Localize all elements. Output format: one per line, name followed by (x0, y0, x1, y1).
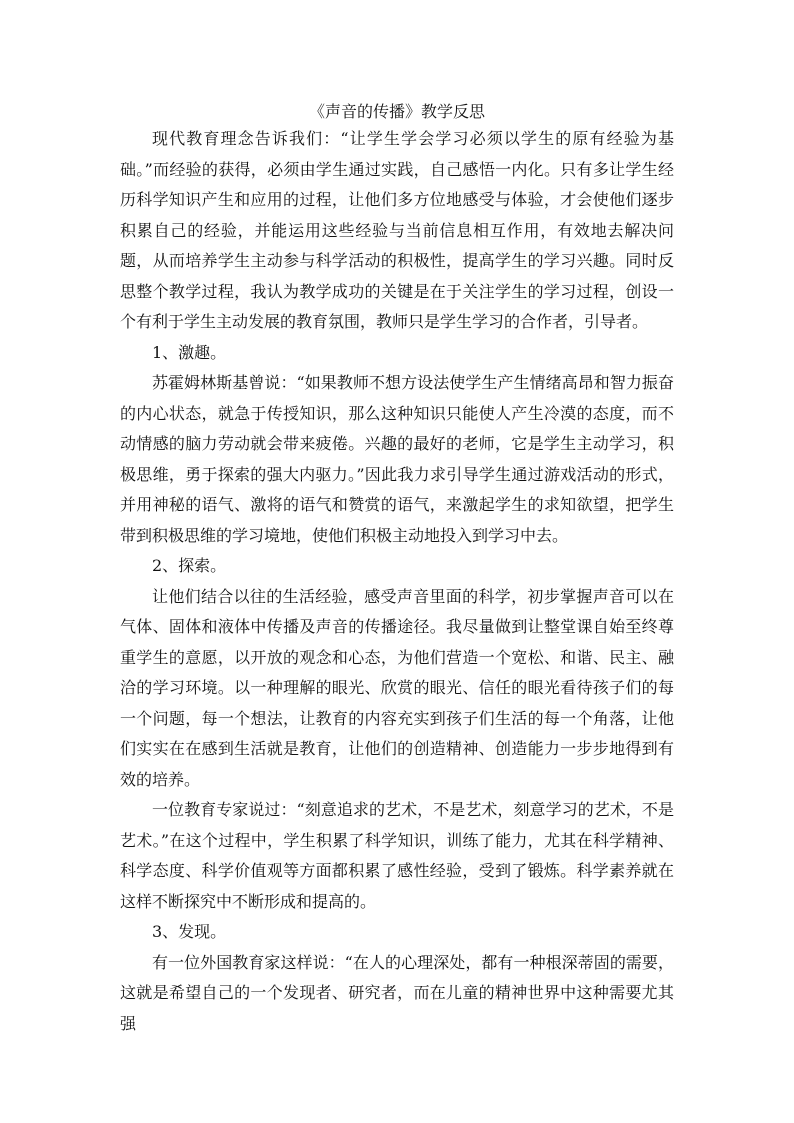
paragraph-section-1: 苏霍姆林斯基曾说：“如果教师不想方设法使学生产生情绪高昂和智力振奋的内心状态，就急于传授知识，那么这种知识只能使人产生冷漠的态度，而不动情感的脑力劳动就会带来疲倦。兴趣的最好的老师，它是学生主动学习，积极思维，勇于探索的强大内驱力。”因此我力求引导学生通过游戏活动的形式，并用神秘的语气、激将的语气和赞赏的语气，来激起学生的求知欲望，把学生带到积极思维的学习境地，使他们积极主动地投入到学习中去。 (120, 373, 674, 545)
section-heading-1: 1、激趣。 (152, 342, 227, 362)
paragraph-intro: 现代教育理念告诉我们：“让学生学会学习必须以学生的原有经验为基础。”而经验的获得，必须由学生通过实践，自己感悟一内化。只有多让学生经历科学知识产生和应用的过程，让他们多方位地感受与体验，才会使他们逐步积累自己的经验，并能运用这些经验与当前信息相互作用，有效地去解决问题，从而培养学生主动参与科学活动的积极性，提高学生的学习兴趣。同时反思整个教学过程，我认为教学成功的关键是在于关注学生的学习过程，创设一个有利于学生主动发展的教育氛围，教师只是学生学习的合作者，引导者。 (120, 129, 674, 331)
section-heading-3: 3、发现。 (152, 922, 227, 941)
document-body (120, 124, 674, 1039)
section-heading-2: 2、探索。 (152, 556, 227, 575)
document-title: 《声音的传播》教学反思 (308, 102, 485, 121)
paragraph-section-2a: 让他们结合以往的生活经验，感受声音里面的科学，初步掌握声音可以在气体、固体和液体中传播及声音的传播途径。我尽量做到让整堂课自始至终尊重学生的意愿，以开放的观念和心态，为他们营造一个宽松、和谐、民主、融洽的学习环境。以一种理解的眼光、欣赏的眼光、信任的眼光看待孩子们的每一个问题，每一个想法，让教育的内容充实到孩子们生活的每一个角落，让他们实实在在感到生活就是教育，让他们的创造精神、创造能力一步步地得到有效的培养。 (120, 586, 674, 789)
paragraph-section-3: 有一位外国教育家这样说：“在人的心理深处，都有一种根深蒂固的需要，这就是希望自己的一个发现者、研究者，而在儿童的精神世界中这种需要尤其强 (120, 952, 674, 1033)
paragraph-section-2b: 一位教育专家说过：“刻意追求的艺术，不是艺术，刻意学习的艺术，不是艺术。”在这个过程中，学生积累了科学知识，训练了能力，尤其在科学精神、科学态度、科学价值观等方面都积累了感性经验，受到了锻炼。科学素养就在这样不断探究中不断形成和提高的。 (120, 800, 674, 911)
